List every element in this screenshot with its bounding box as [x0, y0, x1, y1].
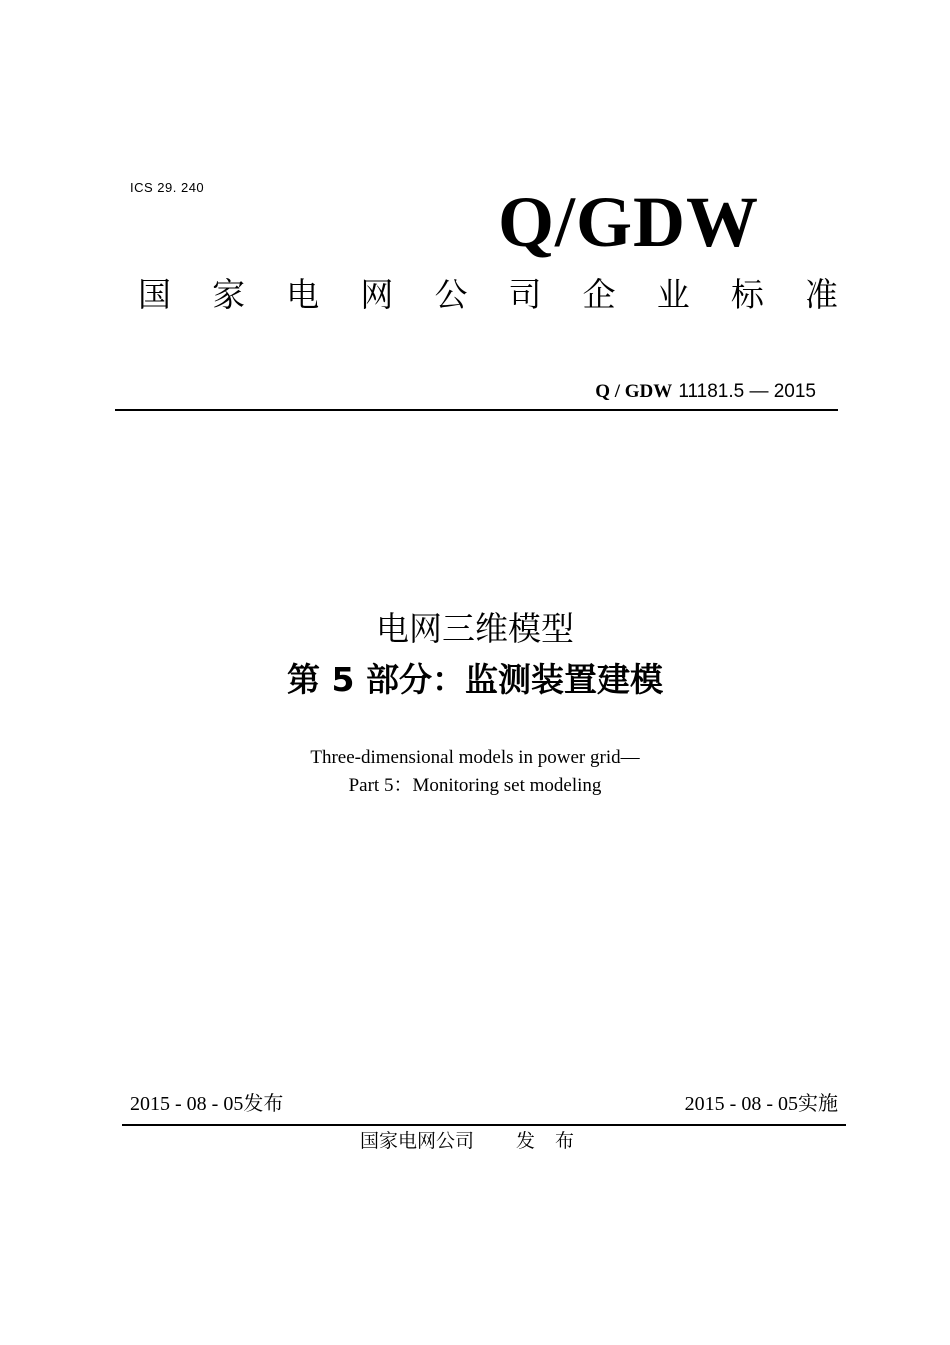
publisher-verb: 发布	[516, 1130, 595, 1152]
chinese-title-line1: 电网三维模型	[376, 609, 574, 648]
organization-standard-title	[138, 275, 838, 315]
ics-code: ICS 29. 240	[130, 180, 205, 195]
publish-date: 2015 - 08 - 05发布	[130, 1093, 284, 1115]
implement-date: 2015 - 08 - 05实施	[684, 1093, 838, 1115]
english-title-line1: Three-dimensional models in power grid—	[310, 747, 640, 768]
standard-code-number: 11181.5 — 2015	[678, 381, 816, 402]
standard-code-prefix: Q / GDW	[595, 381, 673, 402]
org-title-char: 业	[656, 275, 690, 314]
top-divider	[115, 409, 838, 411]
publisher-name: 国家电网公司	[360, 1130, 475, 1152]
org-title-char: 标	[730, 275, 764, 314]
chinese-title-line2: 第 5 部分：监测装置建模	[287, 660, 663, 699]
standard-logo: Q/GDW	[498, 182, 760, 262]
org-title-char: 国	[138, 275, 171, 314]
standard-code	[595, 379, 816, 404]
org-title-char: 司	[508, 275, 542, 314]
org-title-char: 家	[212, 275, 246, 314]
org-title-char: 企	[582, 275, 616, 314]
english-title-line2: Part 5：Monitoring set modeling	[348, 775, 602, 796]
org-title-char: 网	[360, 275, 394, 314]
bottom-divider	[122, 1124, 846, 1126]
org-title-char: 准	[804, 275, 838, 314]
org-title-char: 公	[434, 275, 468, 314]
org-title-char: 电	[286, 275, 320, 314]
publisher-line	[360, 1127, 594, 1155]
